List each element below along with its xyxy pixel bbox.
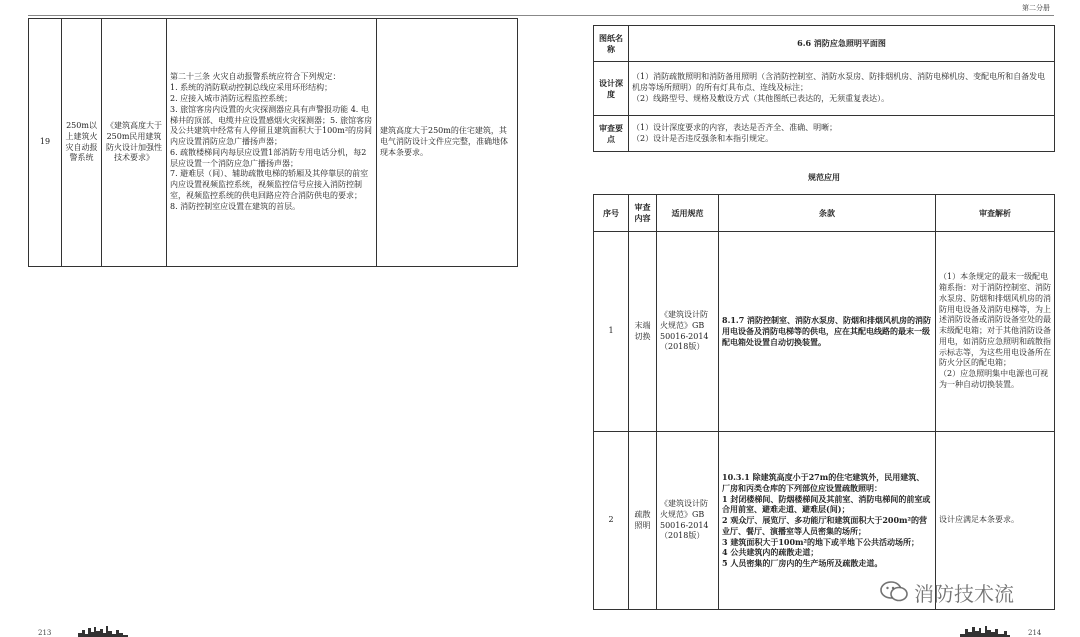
section-header: 第二分册 <box>1022 4 1050 12</box>
clause-item: 5 人员密集的厂房内的生产场所及疏散走道。 <box>722 558 883 569</box>
clause-item: 2 观众厅、展览厅、多功能厅和建筑面积大于200m²的营业厅、餐厅、演播室等人员密集的场所； <box>722 515 928 536</box>
row-label: 设计深度 <box>594 62 629 116</box>
drawing-requirements-table <box>593 25 1055 152</box>
page-number-left: 213 <box>38 629 52 637</box>
row-number: 1 <box>594 232 629 432</box>
review-item: 250m以上建筑火灾自动报警系统 <box>62 19 102 267</box>
depth-item: （2）线路型号、规格及敷设方式（其他图纸已表达的，无须重复表达）。 <box>632 93 890 103</box>
table-row <box>594 116 1055 152</box>
clause-item: 8. 消防控制室应设置在建筑的首层。 <box>170 201 301 211</box>
analysis-item: （2）应急照明集中电源也可视为一种自动切换装置。 <box>939 369 1049 390</box>
clause-lead: 10.3.1 除建筑高度小于27m的住宅建筑外，民用建筑、厂房和丙类仓库的下列部位应设置疏散照明： <box>722 471 925 493</box>
standard-name: 《建筑设计防火规范》GB 50016-2014（2018版） <box>657 432 719 610</box>
column-header: 序号 <box>594 195 629 232</box>
standard-application-table <box>593 194 1055 610</box>
skyline-ornament-icon <box>78 625 128 637</box>
column-header: 条款 <box>719 195 936 232</box>
review-analysis: 建筑高度大于250m的住宅建筑，其电气消防设计文件应完整，准确地体现本条要求。 <box>377 19 518 267</box>
review-points <box>629 116 1055 152</box>
table-row <box>594 62 1055 116</box>
review-content: 末端切换 <box>629 232 657 432</box>
header-rule <box>28 15 540 16</box>
column-header: 审查解析 <box>936 195 1055 232</box>
clause-text: 8.1.7 消防控制室、消防水泵房、防烟和排烟风机房的消防用电设备及消防电梯等的供电，应在其配电线路的最末一级配电箱处设置自动切换装置。 <box>719 232 936 432</box>
drawing-name: 6.6 消防应急照明平面图 <box>629 26 1055 62</box>
clause-item: 1. 系统的消防联动控制总线应采用环形结构； <box>170 83 333 93</box>
watermark <box>880 572 1050 612</box>
clause-text <box>167 19 377 267</box>
chat-bubble-icon <box>880 581 908 603</box>
table-row <box>594 26 1055 62</box>
watermark-text: 消防技术流 <box>914 581 1014 606</box>
clause-item: 3. 旅馆客房内设置的火灾探测器应具有声警报功能 4. 电梯井的顶部、电缆井应设置感烟火灾探测器；5. 旅馆客房及公共建筑中经常有人停留且建筑面积大于100m²的房间内应设置消防应急广播扬声器； <box>170 104 373 147</box>
analysis-item: （1）本条规定的最末一级配电箱系指：对于消防控制室、消防水泵房、防烟和排烟风机房的消防用电设备及消防电梯等，为上述消防设备或消防设备室处的最末级配电箱；对于其他消防设备用电，如消防应急照明和疏散指示标志等，为这些用电设备所在防火分区的配电箱； <box>939 272 1051 368</box>
clause-title: 第二十三条 火灾自动报警系统应符合下列规定： <box>170 72 341 82</box>
row-label: 图纸名称 <box>594 26 629 62</box>
clause-item: 6. 疏散楼梯间内每层应设置1部消防专用电话分机，每2层应设置一个消防应急广播扬声器； <box>170 147 367 168</box>
clause-item: 4 公共建筑内的疏散走道； <box>722 547 819 558</box>
standard-name: 《建筑高度大于250m民用建筑防火设计加强性技术要求》 <box>102 19 167 267</box>
column-header: 审查内容 <box>629 195 657 232</box>
table-row <box>29 19 518 267</box>
depth-item: （1）消防疏散照明和消防备用照明（含消防控制室、消防水泵房、防排烟机房、消防电梯机房、变配电所和自备发电机房等场所照明）的所有灯具布点、连线及标注； <box>632 72 1046 93</box>
skyline-ornament-icon <box>960 625 1010 637</box>
clause-item: 1 封闭楼梯间、防烟楼梯间及其前室、消防电梯间的前室或合用前室、避难走道、避难层(间)； <box>722 493 931 515</box>
header-rule <box>540 15 1054 16</box>
design-depth <box>629 62 1055 116</box>
right-page <box>540 0 1080 637</box>
review-analysis: 设计应满足本条要求。 <box>936 432 1055 610</box>
table-caption: 规范应用 <box>808 172 840 182</box>
table-header-row <box>594 195 1055 232</box>
review-point: （1）设计深度要求的内容，表达是否齐全、准确、明晰； <box>632 122 838 132</box>
review-analysis <box>936 232 1055 432</box>
column-header: 适用规范 <box>657 195 719 232</box>
table-row <box>594 232 1055 432</box>
clause-item: 3 建筑面积大于100m²的地下或半地下公共活动场所； <box>722 536 920 547</box>
row-number: 2 <box>594 432 629 610</box>
page-number-right: 214 <box>1028 629 1042 637</box>
clause-item: 7. 避难层（间）、辅助疏散电梯的轿厢及其停靠层的前室内应设置视频监控系统，视频监控信号应接入消防控制室，视频监控系统的供电回路应符合消防供电的要求； <box>170 169 369 201</box>
clause-item: 2. 应接入城市消防远程监控系统； <box>170 93 293 103</box>
row-label: 审查要点 <box>594 116 629 152</box>
review-point: （2）设计是否违反强条和本指引规定。 <box>632 133 774 143</box>
left-clause-table <box>28 18 518 267</box>
review-content: 疏散照明 <box>629 432 657 610</box>
row-number: 19 <box>29 19 62 267</box>
standard-name: 《建筑设计防火规范》GB 50016-2014（2018版） <box>657 232 719 432</box>
